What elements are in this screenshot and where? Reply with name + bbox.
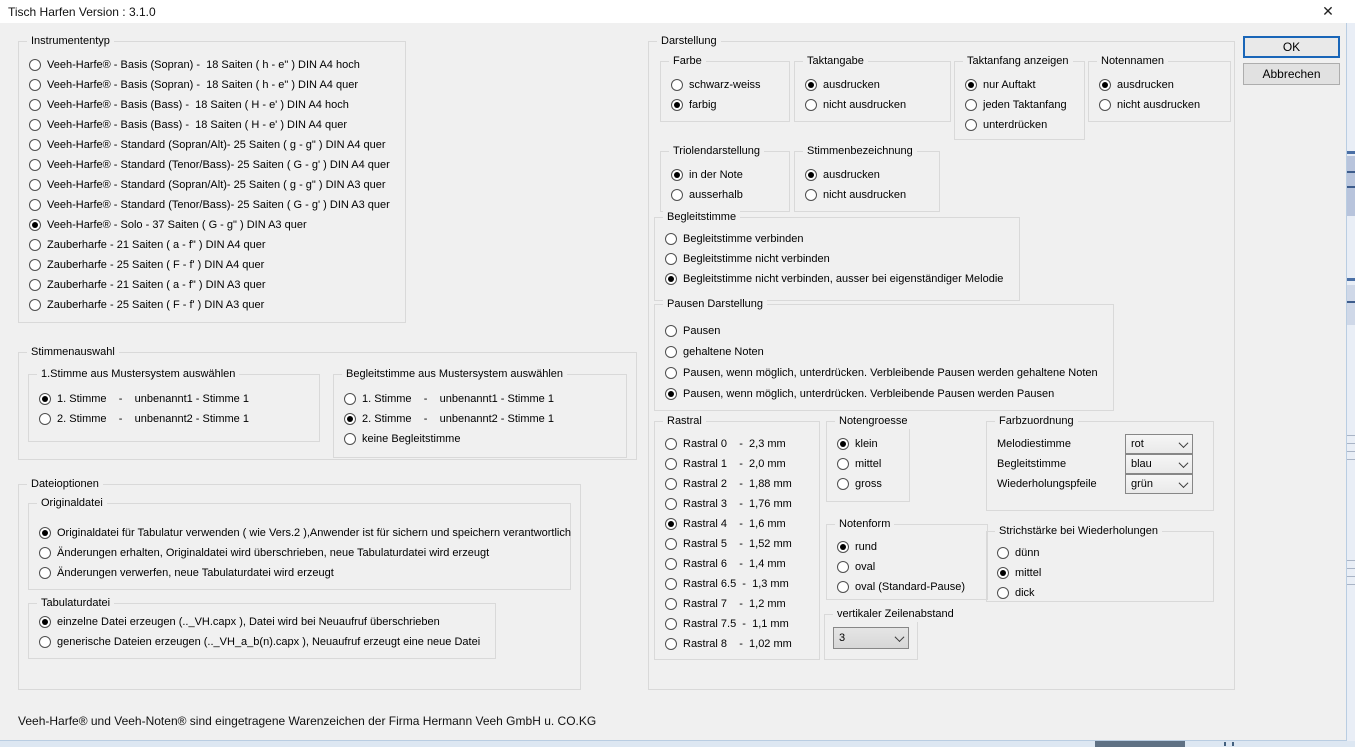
radio-option[interactable] — [19, 255, 405, 275]
radio-button[interactable] — [344, 393, 356, 405]
radio-button[interactable] — [965, 119, 977, 131]
background-scrollbar-tick — [1224, 742, 1226, 746]
radio-label: gross — [855, 478, 882, 490]
group-instrumententyp — [18, 35, 406, 323]
radio-label: mittel — [855, 458, 882, 470]
radio-label: mittel — [1015, 567, 1042, 579]
radio-label: einzelne Datei erzeugen (.._VH.capx ), Datei wird bei Neuaufruf überschrieben — [57, 616, 440, 628]
radio-label: Veeh-Harfe® - Standard (Tenor/Bass)- 25 Saiten ( G - g' ) DIN A3 quer — [47, 199, 390, 211]
radio-button[interactable] — [39, 567, 51, 579]
radio-option[interactable] — [655, 341, 1113, 362]
radio-button[interactable] — [665, 538, 677, 550]
radio-button[interactable] — [29, 179, 41, 191]
radio-button[interactable] — [29, 79, 41, 91]
radio-option[interactable] — [655, 614, 819, 634]
radio-option[interactable] — [334, 389, 626, 409]
radio-option[interactable] — [655, 383, 1113, 404]
radio-option[interactable] — [661, 75, 789, 95]
radio-option[interactable] — [827, 577, 987, 597]
radio-option[interactable] — [655, 494, 819, 514]
radio-button-selected[interactable] — [837, 438, 849, 450]
radio-label: gehaltene Noten — [683, 345, 764, 358]
radio-button[interactable] — [665, 498, 677, 510]
radio-button[interactable] — [39, 413, 51, 425]
background-window-edge-right — [1347, 23, 1355, 741]
group-triolendarstellung — [660, 145, 790, 212]
radio-group-pausen — [655, 305, 1113, 404]
radio-button-selected[interactable] — [837, 541, 849, 553]
radio-label: Pausen, wenn möglich, unterdrücken. Verbleibende Pausen werden Pausen — [683, 387, 1055, 400]
group-originaldatei — [28, 497, 571, 590]
radio-group-triolendarstellung — [661, 152, 789, 205]
radio-label: Rastral 6.5 - 1,3 mm — [683, 578, 789, 590]
group-title-pausen: Pausen Darstellung — [663, 297, 767, 312]
group-tabulaturdatei — [28, 597, 496, 659]
radio-option[interactable] — [795, 95, 950, 115]
group-notennamen — [1088, 55, 1231, 122]
radio-button[interactable] — [837, 478, 849, 490]
radio-button[interactable] — [671, 79, 683, 91]
radio-label: rund — [855, 541, 878, 553]
radio-label: 2. Stimme - unbenannt2 - Stimme 1 — [57, 413, 249, 425]
radio-label: Begleitstimme nicht verbinden — [683, 253, 830, 265]
radio-button[interactable] — [29, 199, 41, 211]
radio-button[interactable] — [665, 638, 677, 650]
radio-label: dick — [1015, 587, 1035, 599]
radio-button[interactable] — [29, 279, 41, 291]
radio-group-instrumententyp — [19, 42, 405, 315]
radio-option[interactable] — [655, 249, 1019, 269]
radio-label: Rastral 7.5 - 1,1 mm — [683, 618, 789, 630]
radio-label: Pausen, wenn möglich, unterdrücken. Verbleibende Pausen werden gehaltene Noten — [683, 366, 1098, 379]
radio-button[interactable] — [997, 547, 1009, 559]
chevron-down-icon — [1179, 478, 1189, 488]
radio-option[interactable] — [19, 295, 405, 315]
radio-label: Rastral 8 - 1,02 mm — [683, 638, 792, 650]
color-mapping-row — [987, 434, 1213, 454]
radio-option[interactable] — [661, 165, 789, 185]
radio-option[interactable] — [19, 55, 405, 75]
radio-label: oval (Standard-Pause) — [855, 581, 966, 593]
radio-label: Zauberharfe - 25 Saiten ( F - f' ) DIN A3 quer — [47, 299, 265, 311]
radio-label: ausserhalb — [689, 189, 743, 201]
radio-label: unterdrücken — [983, 119, 1048, 131]
radio-button-selected[interactable] — [344, 413, 356, 425]
group-farbzuordnung — [986, 415, 1214, 511]
radio-option[interactable] — [655, 554, 819, 574]
radio-option[interactable] — [655, 514, 819, 534]
color-dropdown[interactable] — [1125, 434, 1193, 454]
radio-button[interactable] — [665, 325, 677, 337]
radio-button-selected[interactable] — [671, 169, 683, 181]
radio-button[interactable] — [29, 99, 41, 111]
combo-row-label: Melodiestimme — [997, 438, 1071, 450]
radio-group-strichstaerke — [987, 532, 1213, 603]
group-erste-stimme — [28, 368, 320, 442]
radio-button[interactable] — [39, 547, 51, 559]
radio-label: Veeh-Harfe® - Basis (Sopran) - 18 Saiten ( h - e" ) DIN A4 quer — [47, 79, 358, 91]
group-stimmenbezeichnung — [794, 145, 940, 212]
cancel-button[interactable]: Abbrechen — [1243, 63, 1340, 85]
radio-button[interactable] — [665, 618, 677, 630]
radio-group-begleitstimme — [655, 218, 1019, 289]
radio-button[interactable] — [805, 99, 817, 111]
radio-label: nur Auftakt — [983, 79, 1036, 91]
radio-button[interactable] — [29, 259, 41, 271]
radio-label: ausdrucken — [823, 79, 880, 91]
radio-option[interactable] — [661, 185, 789, 205]
radio-label: Begleitstimme verbinden — [683, 233, 804, 245]
radio-option[interactable] — [655, 574, 819, 594]
radio-group-tabulaturdatei — [29, 604, 495, 652]
radio-option[interactable] — [655, 362, 1113, 383]
radio-group-begleitstimme-auswahl — [334, 375, 626, 449]
radio-label: Veeh-Harfe® - Solo - 37 Saiten ( G - g" ) DIN A3 quer — [47, 219, 307, 231]
radio-group-notennamen — [1089, 62, 1230, 115]
radio-button[interactable] — [39, 636, 51, 648]
radio-button-selected[interactable] — [997, 567, 1009, 579]
radio-label: Änderungen erhalten, Originaldatei wird überschrieben, neue Tabulaturdatei wird erzeugt — [57, 547, 490, 559]
radio-button[interactable] — [29, 159, 41, 171]
radio-option[interactable] — [655, 634, 819, 654]
radio-option[interactable] — [19, 235, 405, 255]
radio-button[interactable] — [665, 558, 677, 570]
radio-option[interactable] — [655, 534, 819, 554]
radio-option[interactable] — [19, 115, 405, 135]
radio-label: 1. Stimme - unbenannt1 - Stimme 1 — [362, 393, 554, 405]
radio-button-selected[interactable] — [39, 527, 51, 539]
radio-option[interactable] — [655, 594, 819, 614]
radio-label: Pausen — [683, 324, 721, 337]
group-title-strichstaerke: Strichstärke bei Wiederholungen — [995, 524, 1162, 539]
radio-label: 1. Stimme - unbenannt1 - Stimme 1 — [57, 393, 249, 405]
radio-option[interactable] — [955, 115, 1084, 135]
dropdown-value: rot — [1131, 438, 1144, 450]
radio-option[interactable] — [19, 95, 405, 115]
radio-label: Rastral 1 - 2,0 mm — [683, 458, 786, 470]
radio-label: Rastral 6 - 1,4 mm — [683, 558, 786, 570]
color-dropdown[interactable] — [1125, 454, 1193, 474]
radio-button-selected[interactable] — [671, 99, 683, 111]
radio-button-selected[interactable] — [805, 169, 817, 181]
group-notengroesse — [826, 415, 910, 502]
group-title-originaldatei: Originaldatei — [37, 496, 107, 511]
radio-button[interactable] — [29, 139, 41, 151]
radio-group-notenform — [827, 525, 987, 597]
radio-label: nicht ausdrucken — [1117, 99, 1201, 111]
group-notenform — [826, 518, 988, 600]
radio-button-selected[interactable] — [805, 79, 817, 91]
radio-option[interactable] — [19, 215, 405, 235]
radio-option[interactable] — [795, 165, 939, 185]
radio-option[interactable] — [19, 175, 405, 195]
group-title-taktanfang: Taktanfang anzeigen — [963, 54, 1073, 69]
group-title-taktangabe: Taktangabe — [803, 54, 868, 69]
group-title-notenform: Notenform — [835, 517, 894, 532]
radio-option[interactable] — [29, 563, 570, 583]
radio-label: nicht ausdrucken — [823, 189, 907, 201]
radio-label: Rastral 7 - 1,2 mm — [683, 598, 786, 610]
chevron-down-icon — [1179, 458, 1189, 468]
radio-label: Rastral 0 - 2,3 mm — [683, 438, 786, 450]
radio-option[interactable] — [334, 429, 626, 449]
radio-label: Originaldatei für Tabulatur verwenden ( wie Vers.2 ),Anwender ist für sichern und speichern verantwortlich — [57, 527, 571, 539]
radio-button-selected[interactable] — [665, 518, 677, 530]
group-title-farbe: Farbe — [669, 54, 706, 69]
radio-button[interactable] — [997, 587, 1009, 599]
group-begleitstimme-auswahl — [333, 368, 627, 458]
group-farbe — [660, 55, 790, 122]
radio-button[interactable] — [805, 189, 817, 201]
radio-button-selected[interactable] — [39, 393, 51, 405]
group-title-instrumententyp: Instrumententyp — [27, 34, 114, 49]
radio-option[interactable] — [827, 537, 987, 557]
radio-option[interactable] — [655, 434, 819, 454]
group-title-begleitstimme: Begleitstimme — [663, 210, 740, 225]
radio-option[interactable] — [19, 155, 405, 175]
group-taktanfang — [954, 55, 1085, 140]
radio-label: Veeh-Harfe® - Standard (Sopran/Alt)- 25 Saiten ( g - g" ) DIN A3 quer — [47, 179, 386, 191]
chevron-down-icon — [1179, 438, 1189, 448]
radio-button[interactable] — [1099, 99, 1111, 111]
radio-button[interactable] — [671, 189, 683, 201]
group-taktangabe — [794, 55, 951, 122]
group-zeilenabstand — [824, 608, 954, 660]
radio-button-selected[interactable] — [39, 616, 51, 628]
ok-button[interactable]: OK — [1243, 36, 1340, 58]
radio-option[interactable] — [987, 563, 1213, 583]
radio-label: Änderungen verwerfen, neue Tabulaturdatei wird erzeugt — [57, 567, 334, 579]
radio-button[interactable] — [344, 433, 356, 445]
color-mapping-list — [987, 422, 1213, 494]
color-mapping-row — [987, 474, 1213, 494]
group-title-darstellung: Darstellung — [657, 34, 721, 49]
color-dropdown[interactable] — [1125, 474, 1193, 494]
group-title-stimmenauswahl: Stimmenauswahl — [27, 345, 119, 360]
group-title-rastral: Rastral — [663, 414, 706, 429]
group-strichstaerke — [986, 525, 1214, 602]
radio-group-erste-stimme — [29, 375, 319, 429]
radio-button[interactable] — [29, 59, 41, 71]
radio-label: Zauberharfe - 21 Saiten ( a - f" ) DIN A4 quer — [47, 239, 266, 251]
radio-option[interactable] — [987, 543, 1213, 563]
radio-option[interactable] — [19, 275, 405, 295]
close-icon: ✕ — [1322, 3, 1334, 19]
group-begleitstimme — [654, 211, 1020, 301]
radio-label: 2. Stimme - unbenannt2 - Stimme 1 — [362, 413, 554, 425]
radio-option[interactable] — [29, 612, 495, 632]
radio-button[interactable] — [837, 458, 849, 470]
color-mapping-row — [987, 454, 1213, 474]
chevron-down-icon — [895, 632, 905, 642]
radio-label: Veeh-Harfe® - Standard (Tenor/Bass)- 25 Saiten ( G - g' ) DIN A4 quer — [47, 159, 390, 171]
radio-button[interactable] — [965, 99, 977, 111]
radio-group-rastral — [655, 422, 819, 654]
radio-label: Begleitstimme nicht verbinden, ausser bei eigenständiger Melodie — [683, 273, 1004, 285]
radio-option[interactable] — [955, 75, 1084, 95]
radio-button-selected[interactable] — [665, 273, 677, 285]
radio-option[interactable] — [19, 195, 405, 215]
radio-label: Veeh-Harfe® - Basis (Bass) - 18 Saiten ( H - e' ) DIN A4 hoch — [47, 99, 349, 111]
radio-group-notengroesse — [827, 422, 909, 494]
radio-option[interactable] — [655, 229, 1019, 249]
radio-button-selected[interactable] — [29, 219, 41, 231]
radio-label: klein — [855, 438, 878, 450]
group-pausen — [654, 298, 1114, 411]
line-spacing-dropdown[interactable] — [833, 627, 909, 649]
radio-label: Zauberharfe - 21 Saiten ( a - f" ) DIN A3 quer — [47, 279, 266, 291]
radio-option[interactable] — [29, 523, 570, 543]
radio-group-farbe — [661, 62, 789, 115]
radio-label: Rastral 5 - 1,52 mm — [683, 538, 792, 550]
radio-option[interactable] — [19, 75, 405, 95]
dropdown-value: blau — [1131, 458, 1152, 470]
dropdown-value: 3 — [839, 632, 846, 644]
radio-label: Veeh-Harfe® - Basis (Sopran) - 18 Saiten ( h - e" ) DIN A4 hoch — [47, 59, 360, 71]
window-title: Tisch Harfen Version : 3.1.0 — [8, 4, 156, 19]
radio-button[interactable] — [837, 581, 849, 593]
radio-label: generische Dateien erzeugen (.._VH_a_b(n).capx ), Neuaufruf erzeugt eine neue Datei — [57, 636, 481, 648]
radio-label: Veeh-Harfe® - Standard (Sopran/Alt)- 25 Saiten ( g - g" ) DIN A4 quer — [47, 139, 386, 151]
radio-label: in der Note — [689, 169, 743, 181]
radio-option[interactable] — [29, 543, 570, 563]
radio-group-stimmenbezeichnung — [795, 152, 939, 205]
radio-label: dünn — [1015, 547, 1040, 559]
radio-option[interactable] — [827, 557, 987, 577]
radio-label: keine Begleitstimme — [362, 433, 461, 445]
title-bar — [0, 0, 1355, 23]
radio-button[interactable] — [29, 299, 41, 311]
group-title-dateioptionen: Dateioptionen — [27, 477, 103, 492]
radio-option[interactable] — [827, 434, 909, 454]
radio-option[interactable] — [19, 135, 405, 155]
radio-group-taktanfang — [955, 62, 1084, 135]
radio-option[interactable] — [795, 75, 950, 95]
radio-label: ausdrucken — [823, 169, 880, 181]
radio-button-selected[interactable] — [665, 388, 677, 400]
close-button[interactable] — [1313, 0, 1343, 23]
radio-option[interactable] — [29, 632, 495, 652]
group-title-erste-stimme: 1.Stimme aus Mustersystem auswählen — [37, 367, 239, 382]
background-scrollbar-thumb — [1095, 741, 1185, 747]
radio-label: nicht ausdrucken — [823, 99, 907, 111]
group-rastral — [654, 415, 820, 660]
radio-group-originaldatei — [29, 504, 570, 583]
radio-button[interactable] — [665, 578, 677, 590]
radio-button[interactable] — [665, 438, 677, 450]
radio-label: schwarz-weiss — [689, 79, 761, 91]
radio-button[interactable] — [665, 233, 677, 245]
radio-option[interactable] — [795, 185, 939, 205]
radio-option[interactable] — [29, 389, 319, 409]
radio-option[interactable] — [987, 583, 1213, 603]
radio-option[interactable] — [1089, 95, 1230, 115]
radio-label: ausdrucken — [1117, 79, 1174, 91]
radio-option[interactable] — [655, 269, 1019, 289]
radio-label: Rastral 2 - 1,88 mm — [683, 478, 792, 490]
radio-option[interactable] — [827, 454, 909, 474]
group-title-notennamen: Notennamen — [1097, 54, 1168, 69]
radio-label: oval — [855, 561, 876, 573]
group-title-notengroesse: Notengroesse — [835, 414, 912, 429]
radio-option[interactable] — [334, 409, 626, 429]
radio-button-selected[interactable] — [965, 79, 977, 91]
radio-button[interactable] — [665, 458, 677, 470]
radio-button[interactable] — [837, 561, 849, 573]
radio-option[interactable] — [827, 474, 909, 494]
radio-option[interactable] — [29, 409, 319, 429]
radio-option[interactable] — [655, 474, 819, 494]
radio-label: Rastral 4 - 1,6 mm — [683, 518, 786, 530]
radio-button[interactable] — [29, 239, 41, 251]
group-title-stimmenbezeichnung: Stimmenbezeichnung — [803, 144, 917, 159]
radio-button[interactable] — [665, 367, 677, 379]
dropdown-value: grün — [1131, 478, 1154, 490]
group-title-triolendarstellung: Triolendarstellung — [669, 144, 764, 159]
radio-button[interactable] — [665, 253, 677, 265]
radio-option[interactable] — [955, 95, 1084, 115]
radio-label: Rastral 3 - 1,76 mm — [683, 498, 792, 510]
radio-label: Veeh-Harfe® - Basis (Bass) - 18 Saiten ( H - e' ) DIN A4 quer — [47, 119, 347, 131]
group-title-tabulaturdatei: Tabulaturdatei — [37, 596, 114, 611]
radio-button[interactable] — [665, 478, 677, 490]
radio-label: farbig — [689, 99, 717, 111]
radio-option[interactable] — [655, 320, 1113, 341]
radio-label: jeden Taktanfang — [983, 99, 1067, 111]
radio-option[interactable] — [661, 95, 789, 115]
radio-group-taktangabe — [795, 62, 950, 115]
radio-label: Zauberharfe - 25 Saiten ( F - f' ) DIN A4 quer — [47, 259, 265, 271]
combo-row-label: Begleitstimme — [997, 458, 1067, 470]
radio-button[interactable] — [665, 598, 677, 610]
combo-row-label: Wiederholungspfeile — [997, 478, 1097, 490]
radio-option[interactable] — [655, 454, 819, 474]
radio-button[interactable] — [29, 119, 41, 131]
group-title-begleitstimme-auswahl: Begleitstimme aus Mustersystem auswählen — [342, 367, 567, 382]
group-title-farbzuordnung: Farbzuordnung — [995, 414, 1078, 429]
radio-button[interactable] — [665, 346, 677, 358]
background-scrollbar-tick — [1232, 742, 1234, 746]
radio-button-selected[interactable] — [1099, 79, 1111, 91]
trademark-text: Veeh-Harfe® und Veeh-Noten® sind eingetragene Warenzeichen der Firma Hermann Veeh GmbH u. CO.KG — [18, 714, 597, 728]
group-title-zeilenabstand: vertikaler Zeilenabstand — [833, 607, 958, 622]
radio-option[interactable] — [1089, 75, 1230, 95]
